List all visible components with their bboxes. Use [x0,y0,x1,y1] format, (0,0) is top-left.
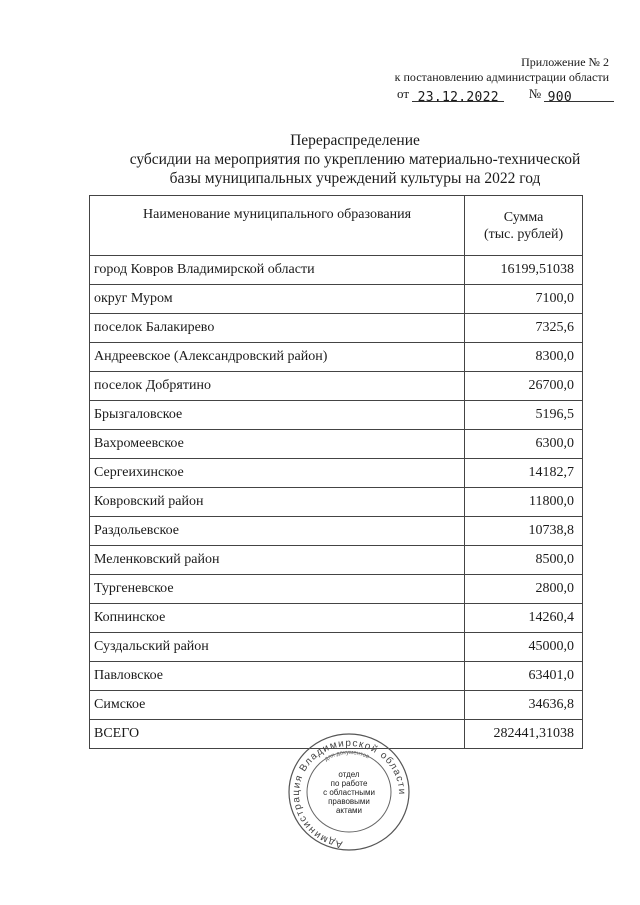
municipality-name: Павловское [90,662,465,691]
table-row [90,285,583,314]
municipality-name: Раздольевское [90,517,465,546]
table-header-row [90,196,583,256]
municipality-name: Меленковский район [90,546,465,575]
subsidy-sum: 63401,0 [465,662,583,691]
title-line-3: базы муниципальных учреждений культуры на 2022 год [169,170,541,187]
stamp-center-text [323,770,375,815]
municipality-name: поселок Добрятино [90,372,465,401]
table-row [90,546,583,575]
column-header-sum-line2: (тыс. рублей) [483,226,564,242]
appendix-label: Приложение № 2 [521,55,609,69]
subsidy-sum: 7100,0 [465,285,583,314]
subsidy-sum: 282441,31038 [465,720,583,749]
subsidy-sum: 5196,5 [465,401,583,430]
date-number-line [397,86,614,105]
municipality-name: Андреевское (Александровский район) [90,343,465,372]
table-row [90,604,583,633]
table-row [90,401,583,430]
table-row [90,662,583,691]
municipality-name: Симское [90,691,465,720]
municipality-name: Тургеневское [90,575,465,604]
subsidy-sum: 10738,8 [465,517,583,546]
municipality-name: поселок Балакирево [90,314,465,343]
subsidy-sum: 6300,0 [465,430,583,459]
stamp-center-line: актами [335,806,363,815]
table-row [90,430,583,459]
subsidy-sum: 7325,6 [465,314,583,343]
column-header-sum-line1: Сумма [503,209,544,225]
municipality-name: Суздальский район [90,633,465,662]
subsidy-sum: 14260,4 [465,604,583,633]
date-field [412,89,504,105]
stamp-center-line: с областными [323,788,375,797]
municipality-name: Сергеихинское [90,459,465,488]
stamp-center-line: отдел [338,770,360,779]
date-value: 23.12.2022 [417,90,499,105]
subsidy-sum: 8500,0 [465,546,583,575]
stamp-inner-text: для документов [323,749,370,763]
table-row [90,575,583,604]
document-title [0,131,640,188]
subsidy-sum: 11800,0 [465,488,583,517]
municipality-name: Вахромеевское [90,430,465,459]
municipality-name: Ковровский район [90,488,465,517]
number-value: 900 [547,90,573,105]
table-row [90,633,583,662]
title-line-2: субсидии на мероприятия по укреплению материально-технической [129,151,581,168]
municipality-name: Копнинское [90,604,465,633]
number-field [544,89,614,105]
subsidy-table [89,195,583,749]
number-prefix: № [528,86,542,101]
table-row [90,314,583,343]
municipality-name: ВСЕГО [90,720,465,749]
subsidy-sum: 2800,0 [465,575,583,604]
subsidy-sum: 14182,7 [465,459,583,488]
table-row [90,488,583,517]
table-row [90,691,583,720]
table-row [90,256,583,285]
subsidy-sum: 26700,0 [465,372,583,401]
table-row [90,372,583,401]
stamp-center-line: по работе [330,779,368,788]
column-header-sum [465,196,583,256]
resolution-reference: к постановлению администрации области [394,70,609,84]
subsidy-sum: 34636,8 [465,691,583,720]
column-header-municipality: Наименование муниципального образования [90,196,465,256]
municipality-name: округ Муром [90,285,465,314]
table-row [90,459,583,488]
title-line-1: Перераспределение [290,132,420,149]
municipality-name: город Ковров Владимирской области [90,256,465,285]
subsidy-sum: 45000,0 [465,633,583,662]
subsidy-sum: 16199,51038 [465,256,583,285]
municipality-name: Брызгаловское [90,401,465,430]
table-row [90,343,583,372]
official-stamp [287,732,411,852]
stamp-center-line: правовыми [328,797,370,806]
table-row [90,517,583,546]
stamp-outer-text: Администрация Владимирской области [290,737,408,850]
date-prefix: от [397,86,410,101]
subsidy-sum: 8300,0 [465,343,583,372]
